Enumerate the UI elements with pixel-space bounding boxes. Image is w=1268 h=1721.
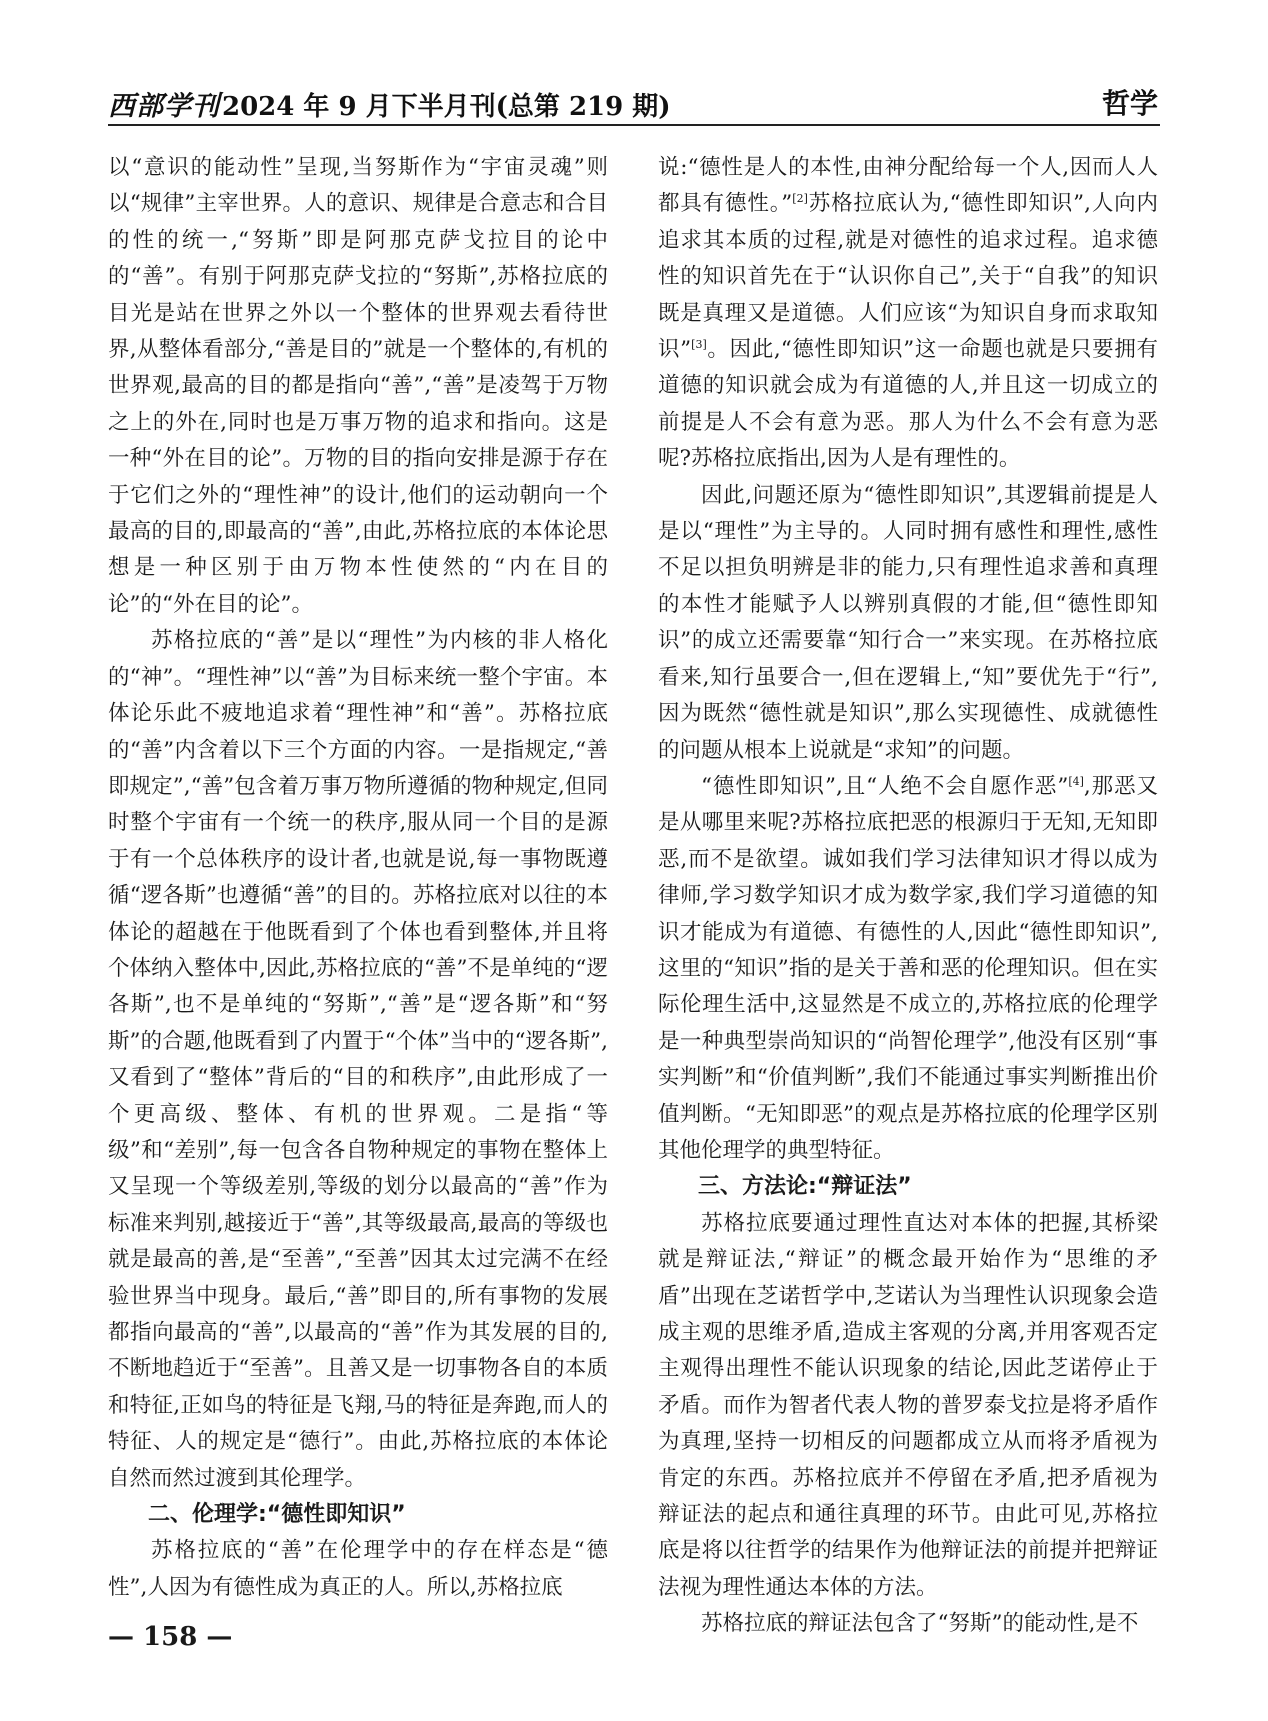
issue-info: 2024 年 9 月下半月刊(总第 219 期) [222, 92, 671, 122]
paragraph: 苏格拉底的“善”在伦理学中的存在样态是“德性”,人因为有德性成为真正的人。所以,苏格拉底 [108, 1538, 608, 1600]
text-run: 说:“德性是人的本性,由神分配给每一个人,因而人人都具有德性。” [658, 155, 1158, 217]
citation-ref: [2] [792, 192, 808, 206]
paragraph [658, 150, 1158, 478]
text-run: “德性即知识”,且“人绝不会自愿作恶” [701, 773, 1069, 799]
text-run: ,那恶又是从哪里来呢?苏格拉底把恶的根源归于无知,无知即恶,而不是欲望。诚如我们学习法律知识才得以成为律师,学习数学知识才成为数学家,我们学习道德的知识才能成为有道德、有德性的人,因此“德性即知识”,这里的“知识”指的是关于善和恶的伦理知识。但在实际伦理生活中,这显然是不成立的,苏格拉底的伦理学是一种典型崇尚知识的“尚智伦理学”,他没有区别“事实判断”和“价值判断”,我们不能通过事实判断推出价值判断。“无知即恶”的观点是苏格拉底的伦理学区别其他伦理学的典型特征。 [658, 773, 1158, 1163]
paragraph: 以“意识的能动性”呈现,当努斯作为“宇宙灵魂”则以“规律”主宰世界。人的意识、规律是合意志和合目的性的统一,“努斯”即是阿那克萨戈拉目的论中的“善”。有别于阿那克萨戈拉的“努斯”,苏格拉底的目光是站在世界之外以一个整体的世界观去看待世界,从整体看部分,“善是目的”就是一个整体的,有机的世界观,最高的目的都是指向“善”,“善”是凌驾于万物之上的外在,同时也是万事万物的追求和指向。这是一种“外在目的论”。万物的目的指向安排是源于存在于它们之外的“理性神”的设计,他们的运动朝向一个最高的目的,即最高的“善”,由此,苏格拉底的本体论思想是一种区别于由万物本性使然的“内在目的论”的“外在目的论”。 [108, 155, 608, 617]
paragraph: 苏格拉底的“善”是以“理性”为内核的非人格化的“神”。“理性神”以“善”为目标来统一整个宇宙。本体论乐此不疲地追求着“理性神”和“善”。苏格拉底的“善”内含着以下三个方面的内容。一是指规定,“善即规定”,“善”包含着万事万物所遵循的物种规定,但同时整个宇宙有一个统一的秩序,服从同一个目的是源于有一个总体秩序的设计者,也就是说,每一事物既遵循“逻各斯”也遵循“善”的目的。苏格拉底对以往的本体论的超越在于他既看到了个体也看到整体,并且将个体纳入整体中,因此,苏格拉底的“善”不是单纯的“逻各斯”,也不是单纯的“努斯”,“善”是“逻各斯”和“努斯”的合题,他既看到了内置于“个体”当中的“逻各斯”,又看到了“整体”背后的“目的和秩序”,由此形成了一个更高级、整体、有机的世界观。二是指“等级”和“差别”,每一包含各自物种规定的事物在整体上又呈现一个等级差别,等级的划分以最高的“善”作为标准来判别,越接近于“善”,其等级最高,最高的等级也就是最高的善,是“至善”,“至善”因其太过完满不在经验世界当中现身。最后,“善”即目的,所有事物的发展都指向最高的“善”,以最高的“善”作为其发展的目的,不断地趋近于“至善”。且善又是一切事物各自的本质和特征,正如鸟的特征是飞翔,马的特征是奔跑,而人的特征、人的规定是“德行”。由此,苏格拉底的本体论自然而然过渡到其伦理学。 [108, 628, 608, 1491]
section-heading: 三、方法论:“辩证法” [698, 1174, 912, 1200]
section-label: 哲学 [1101, 87, 1158, 120]
paragraph: 苏格拉底的辩证法包含了“努斯”的能动性,是不 [701, 1611, 1139, 1637]
journal-logo: 西部学刊 [108, 91, 220, 122]
paragraph [658, 769, 1158, 1169]
paragraph: 苏格拉底要通过理性直达对本体的把握,其桥梁就是辩证法,“辩证”的概念最开始作为“思维的矛盾”出现在芝诺哲学中,芝诺认为当理性认识现象会造成主观的思维矛盾,造成主客观的分离,并用客观否定主观得出理性不能认识现象的结论,因此芝诺停止于矛盾。而作为智者代表人物的普罗泰戈拉是将矛盾作为真理,坚持一切相反的问题都成立从而将矛盾视为肯定的东西。苏格拉底并不停留在矛盾,把矛盾视为辩证法的起点和通往真理的环节。由此可见,苏格拉底是将以往哲学的结果作为他辩证法的前提并把辩证法视为理性通达本体的方法。 [658, 1210, 1158, 1600]
right-column [658, 150, 1158, 1643]
journal-masthead [108, 84, 671, 123]
header-rule [108, 124, 1160, 126]
citation-ref: [4] [1068, 774, 1084, 788]
citation-ref: [3] [691, 337, 707, 351]
paragraph: 因此,问题还原为“德性即知识”,其逻辑前提是人是以“理性”为主导的。人同时拥有感性和理性,感性不足以担负明辨是非的能力,只有理性追求善和真理的本性才能赋予人以辨别真假的才能,但“德性即知识”的成立还需要靠“知行合一”来实现。在苏格拉底看来,知行虽要合一,但在逻辑上,“知”要优先于“行”,因为既然“德性就是知识”,那么实现德性、成就德性的问题从根本上说就是“求知”的问题。 [658, 482, 1158, 763]
left-column [108, 150, 608, 1606]
running-header [108, 78, 1160, 124]
text-run: 苏格拉底认为,“德性即知识”,人向内追求其本质的过程,就是对德性的追求过程。追求德性的知识首先在于“认识你自己”,关于“自我”的知识既是真理又是道德。人们应该“为知识自身而求取知识” [658, 191, 1158, 363]
page-number: — 158 — [108, 1622, 233, 1652]
section-heading: 二、伦理学:“德性即知识” [148, 1502, 406, 1528]
text-run: 。因此,“德性即知识”这一命题也就是只要拥有道德的知识就会成为有道德的人,并且这一切成立的前提是人不会有意为恶。那人为什么不会有意为恶呢?苏格拉底指出,因为人是有理性的。 [658, 337, 1158, 472]
